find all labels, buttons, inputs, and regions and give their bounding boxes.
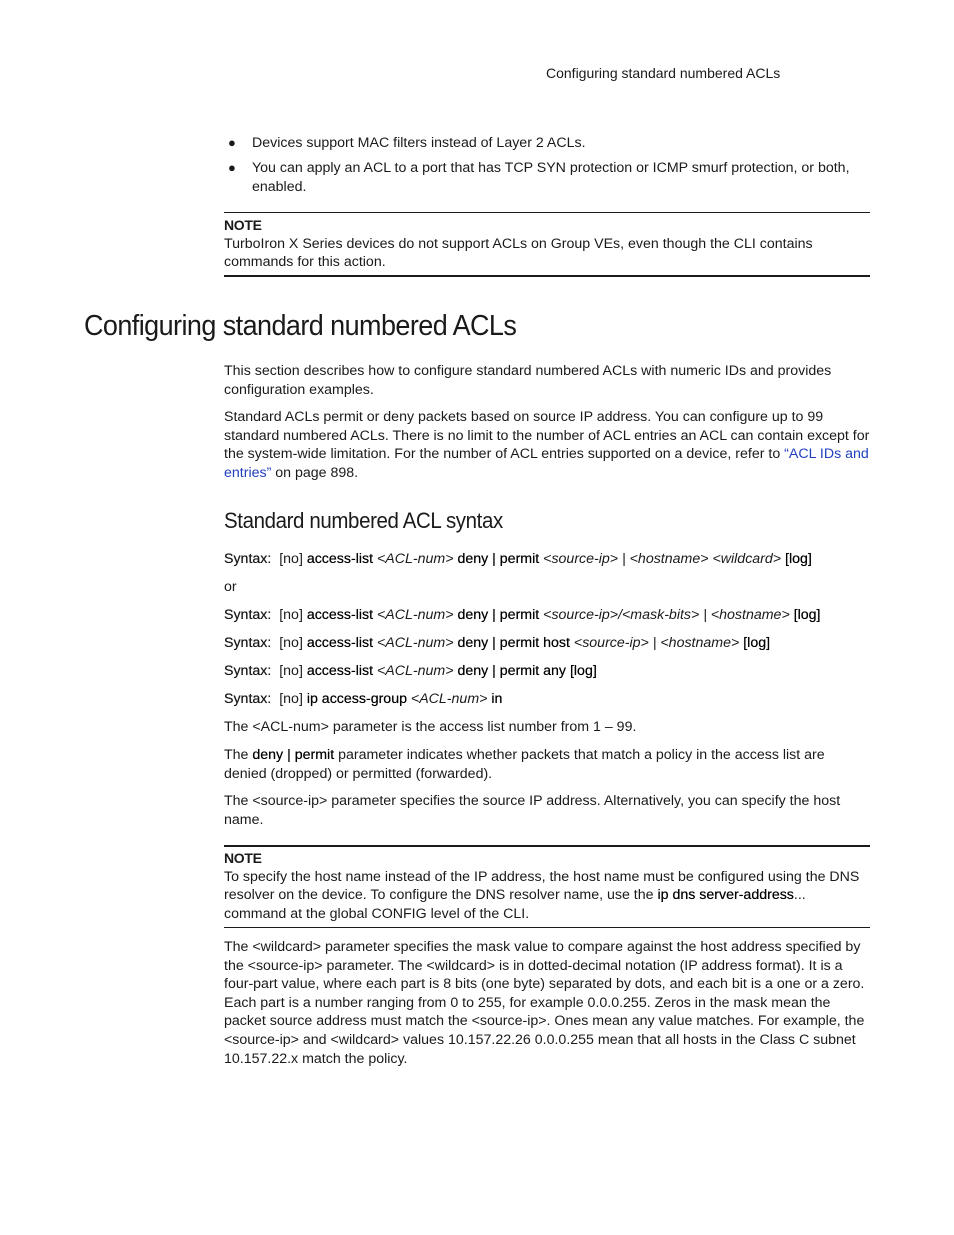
- deny-permit-keyword: deny | permit: [252, 747, 335, 763]
- paragraph-text: Standard ACLs permit or deny packets based on source IP address. You can configure up to 99 standard numbered ACLs. There is no limit to the number of ACL entries an ACL can contain except for the system-wide limitation. For the number of ACL entries supported on a device, refer to: [224, 409, 870, 463]
- paragraph-text: parameter indicates whether packets that match a policy in the access list are denied (dropped) or permitted (forwarded).: [224, 747, 825, 782]
- syntax-line-2: [224, 606, 924, 625]
- syntax-param: <ACL-num>: [373, 551, 458, 567]
- or-text: or: [224, 579, 237, 595]
- note-label: NOTE: [224, 850, 262, 866]
- syntax-line-1: [224, 550, 924, 569]
- note-text: [224, 868, 870, 924]
- dns-command-keyword: ip dns server-address: [657, 887, 794, 904]
- note-box: [224, 849, 870, 923]
- syntax-keyword: deny | permit any [log]: [457, 663, 597, 679]
- intro-paragraph: This section describes how to configure standard numbered ACLs with numeric IDs and provides configuration examples.: [224, 363, 832, 398]
- syntax-label: Syntax:: [224, 551, 272, 567]
- limits-paragraph: [224, 408, 870, 482]
- bullet-text: Devices support MAC filters instead of Layer 2 ACLs.: [252, 135, 586, 151]
- note-text-part: ... command at the global CONFIG level of the CLI.: [224, 887, 806, 922]
- syntax-label: Syntax:: [224, 635, 272, 651]
- syntax-param: <ACL-num>: [373, 663, 458, 679]
- list-item: [0, 159, 954, 199]
- note-text-part: To specify the host name instead of the IP address, the host name must be configured using the DNS resolver on the device. To configure the DNS resolver name, use the: [224, 868, 860, 904]
- list-item: [0, 134, 954, 154]
- section-title: Configuring standard numbered ACLs: [84, 310, 517, 342]
- syntax-param: <ACL-num>: [406, 691, 492, 707]
- paragraph-text: on page 898.: [271, 464, 359, 481]
- syntax-part: [no]: [279, 663, 307, 679]
- syntax-param: <source-ip> | <hostname>: [569, 635, 744, 651]
- syntax-keyword: access-list: [306, 607, 374, 623]
- bullet-icon: ●: [228, 160, 236, 175]
- running-header: Configuring standard numbered ACLs: [546, 65, 781, 81]
- syntax-keyword: [log]: [785, 551, 812, 567]
- syntax-line-3: [224, 634, 924, 653]
- syntax-keyword: access-list: [306, 635, 374, 651]
- source-ip-description: The <source-ip> parameter specifies the source IP address. Alternatively, you can specify the host name.: [224, 793, 841, 828]
- syntax-line-4: [224, 662, 924, 681]
- acl-ids-link[interactable]: “ACL IDs and entries”: [224, 446, 869, 481]
- syntax-label: Syntax:: [224, 663, 272, 679]
- syntax-part: [no]: [279, 607, 307, 623]
- syntax-param: <ACL-num>: [373, 607, 458, 623]
- bullet-icon: ●: [228, 135, 236, 150]
- note-label: NOTE: [224, 217, 262, 233]
- note-box: [224, 216, 870, 272]
- syntax-param: <source-ip>/<mask-bits> | <hostname>: [539, 607, 794, 623]
- paragraph-text: The: [224, 747, 253, 763]
- note-top-rule: [224, 212, 870, 213]
- syntax-keyword: [log]: [743, 635, 771, 651]
- note-bottom-rule: [224, 927, 870, 928]
- wildcard-description: The <wildcard> parameter specifies the mask value to compare against the host address specified by the <source-ip> parameter. The <wildcard> is in dotted-decimal notation (IP address format). It is a four-part value, where each part is 8 bits (one byte) separated by dots, and each bit is a one or a zero. Each part is a number ranging from 0 to 255, for example 0.0.0.255. Zeros in the mask mean the packet source address must match the <source-ip>. Ones mean any value matches. For example, the <source-ip> and <wildcard> values 10.157.22.26 0.0.0.255 mean that all hosts in the Class C subnet 10.157.22.x match the policy.: [224, 939, 865, 1067]
- syntax-label: Syntax:: [224, 607, 272, 623]
- acl-num-description: The <ACL-num> parameter is the access list number from 1 – 99.: [224, 719, 637, 735]
- syntax-param: <source-ip> | <hostname> <wildcard>: [539, 551, 786, 567]
- syntax-part: [no]: [279, 635, 307, 651]
- syntax-part: [no]: [279, 551, 307, 567]
- syntax-keyword: [log]: [793, 607, 821, 623]
- syntax-line-5: [224, 690, 924, 709]
- syntax-keyword: deny | permit: [457, 551, 540, 567]
- syntax-keyword: deny | permit host: [457, 635, 570, 651]
- syntax-keyword: access-list: [306, 663, 374, 679]
- syntax-param: <ACL-num>: [373, 635, 458, 651]
- bullet-text: You can apply an ACL to a port that has TCP SYN protection or ICMP smurf protection, or both, enabled.: [252, 160, 850, 195]
- syntax-keyword: ip access-group: [306, 691, 407, 707]
- note-top-rule: [224, 845, 870, 847]
- syntax-label: Syntax:: [224, 691, 272, 707]
- syntax-part: [no]: [279, 691, 307, 707]
- note-text: TurboIron X Series devices do not support ACLs on Group VEs, even though the CLI contains commands for this action.: [224, 235, 813, 271]
- note-bottom-rule: [224, 275, 870, 277]
- subsection-title: Standard numbered ACL syntax: [224, 508, 503, 533]
- syntax-keyword: in: [491, 691, 503, 707]
- syntax-keyword: access-list: [306, 551, 374, 567]
- deny-permit-description: [224, 746, 870, 783]
- syntax-keyword: deny | permit: [457, 607, 540, 623]
